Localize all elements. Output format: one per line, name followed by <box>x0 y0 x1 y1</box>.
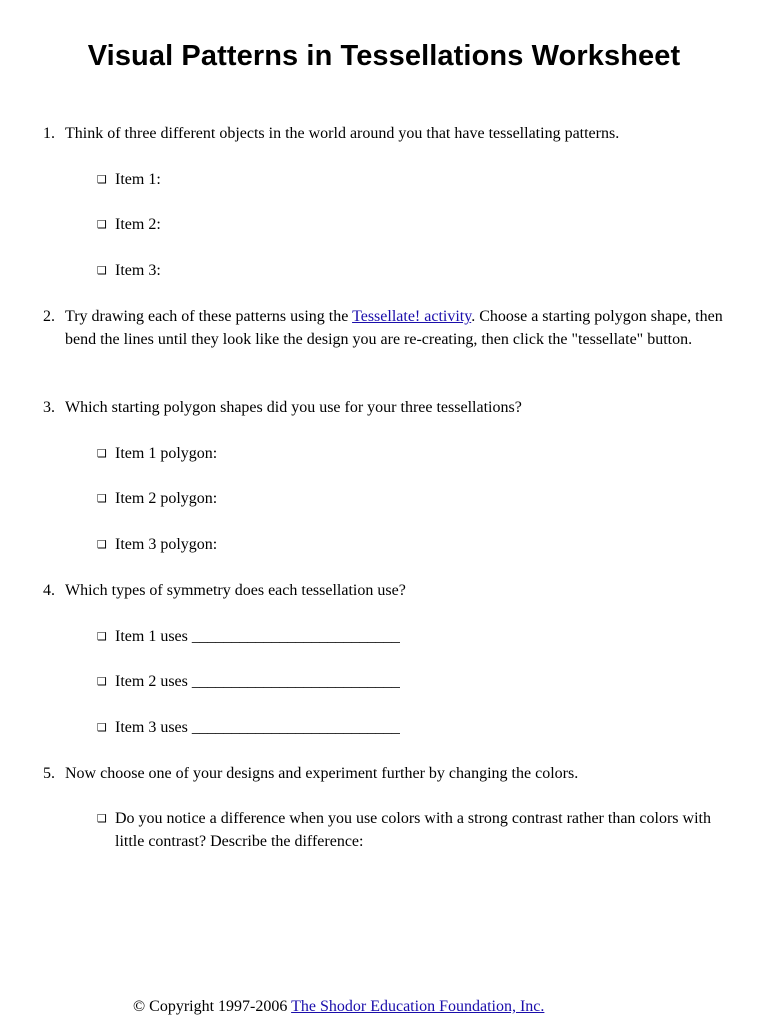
question-number: 5. <box>43 765 55 782</box>
item-label: Item 3 uses __________________________ <box>115 719 400 736</box>
tessellate-activity-link[interactable]: Tessellate! activity <box>352 308 472 325</box>
bullet-icon: ❑ <box>97 173 107 186</box>
question-text-after: . Choose a starting polygon shape, then bend the lines until they look like the design you are re-creating, then click the "tessellate" button. <box>65 308 723 348</box>
page-title: Visual Patterns in Tessellations Worksheet <box>87 40 681 72</box>
question-text: Now choose one of your designs and experiment further by changing the colors. <box>65 765 579 782</box>
bullet-icon: ❑ <box>97 812 107 825</box>
item-label: Item 1 polygon: <box>115 445 218 462</box>
item-label: Item 1 uses __________________________ <box>115 628 400 645</box>
item-label: Do you notice a difference when you use colors with a strong contrast rather than colors with little contrast? Describe the difference: <box>115 810 711 850</box>
question-number: 2. <box>43 308 55 325</box>
item-label: Item 3 polygon: <box>115 536 218 553</box>
question-number: 3. <box>43 399 55 416</box>
question-number: 4. <box>43 582 55 599</box>
item-label: Item 2: <box>115 216 161 233</box>
question-text: Which starting polygon shapes did you use for your three tessellations? <box>65 399 522 416</box>
question-text: Think of three different objects in the world around you that have tessellating patterns. <box>65 125 620 142</box>
bullet-icon: ❑ <box>97 675 107 688</box>
question-text <box>65 305 733 351</box>
question-text-before: Try drawing each of these patterns using the <box>65 308 353 325</box>
question-text: Which types of symmetry does each tessellation use? <box>65 582 406 599</box>
copyright-footer <box>133 995 544 1018</box>
bullet-icon: ❑ <box>97 492 107 505</box>
item-label: Item 1: <box>115 171 161 188</box>
bullet-icon: ❑ <box>97 218 107 231</box>
bullet-icon: ❑ <box>97 447 107 460</box>
shodor-foundation-link[interactable]: The Shodor Education Foundation, Inc. <box>291 998 545 1015</box>
bullet-icon: ❑ <box>97 538 107 551</box>
item-label: Item 3: <box>115 262 161 279</box>
bullet-icon: ❑ <box>97 264 107 277</box>
bullet-icon: ❑ <box>97 721 107 734</box>
question-number: 1. <box>43 125 55 142</box>
item-label: Item 2 polygon: <box>115 490 218 507</box>
bullet-icon: ❑ <box>97 630 107 643</box>
copyright-text: © Copyright 1997-2006 <box>133 998 292 1015</box>
item-label: Item 2 uses __________________________ <box>115 673 400 690</box>
